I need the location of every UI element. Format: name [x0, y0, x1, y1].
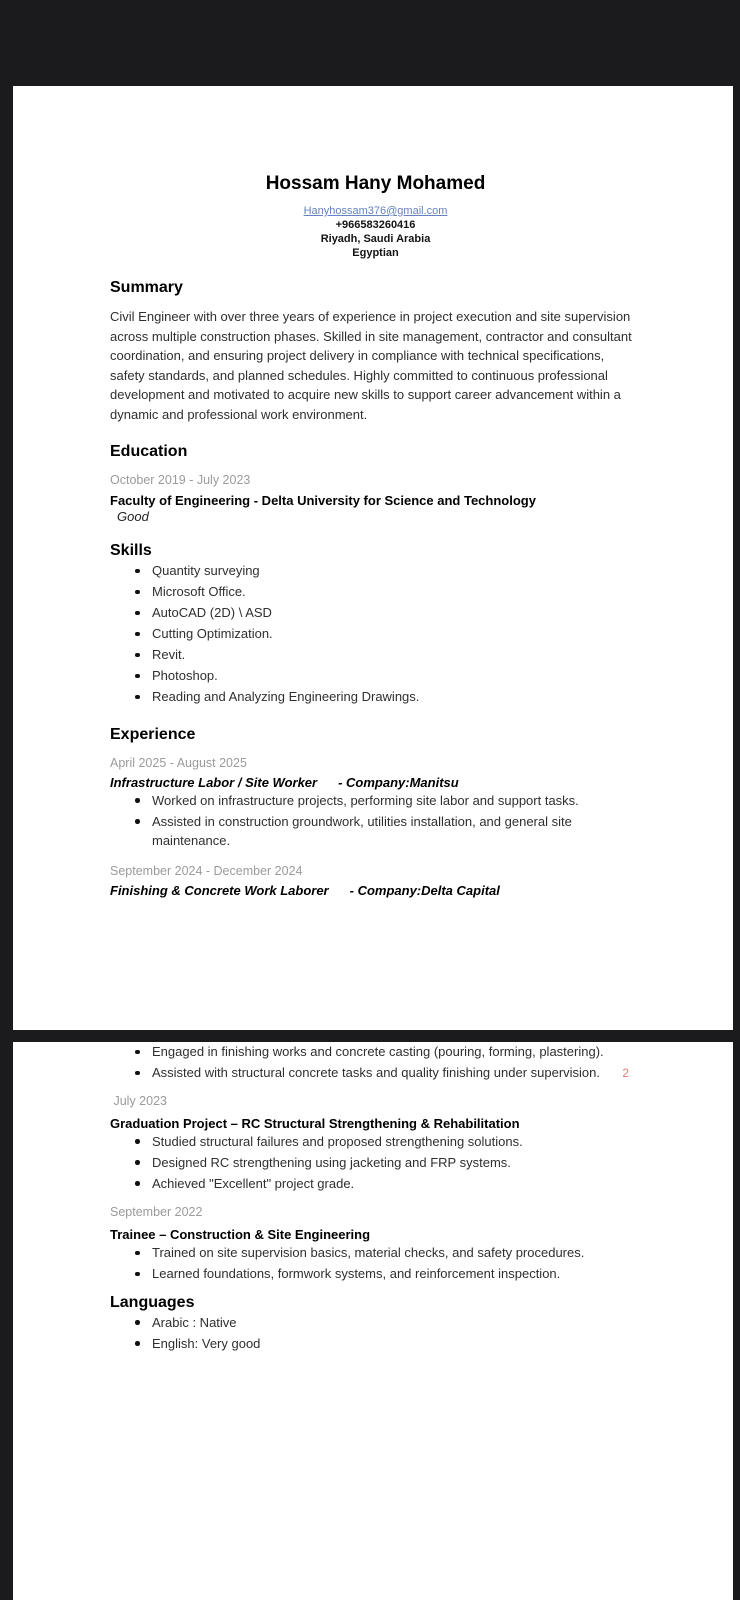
trainee-bullet-list: [110, 1243, 641, 1284]
list-item: AutoCAD (2D) \ ASD: [110, 603, 641, 623]
job1-role-line: [110, 774, 641, 791]
list-item: English: Very good: [110, 1334, 641, 1354]
languages-heading: Languages: [110, 1293, 195, 1311]
project-date: July 2023: [110, 1093, 167, 1108]
job1-company: - Company:Manitsu: [338, 774, 459, 790]
list-item: Learned foundations, formwork systems, and reinforcement inspection.: [110, 1264, 641, 1284]
page-1-content: [13, 172, 733, 899]
resume-header: [110, 172, 641, 260]
phone-number: +966583260416: [335, 219, 416, 231]
job2-date-range: September 2024 - December 2024: [110, 863, 303, 878]
page-number: 2: [622, 1066, 629, 1080]
education-institution: Faculty of Engineering - Delta University for Science and Technology: [110, 493, 536, 508]
trainee-title: Trainee – Construction & Site Engineering: [110, 1227, 371, 1242]
list-item: Photoshop.: [110, 666, 641, 686]
list-item: Revit.: [110, 645, 641, 665]
education-grade: Good: [117, 509, 149, 524]
trainee-date: September 2022: [110, 1205, 203, 1219]
email-row: [110, 204, 641, 218]
list-item: Trained on site supervision basics, material checks, and safety procedures.: [110, 1243, 641, 1263]
list-item: Designed RC strengthening using jacketing and FRP systems.: [110, 1153, 641, 1173]
job1-date-range: April 2025 - August 2025: [110, 755, 247, 770]
page-2-content: [13, 1042, 733, 1353]
skills-heading: Skills: [110, 542, 152, 559]
list-item: Quantity surveying: [110, 561, 641, 581]
job1-bullet-list: [110, 791, 641, 851]
summary-heading: Summary: [110, 279, 183, 296]
job2-title: Finishing & Concrete Work Laborer: [110, 882, 329, 898]
experience-heading: Experience: [110, 725, 196, 743]
education-heading: Education: [110, 443, 188, 460]
education-date-range: October 2019 - July 2023: [110, 473, 251, 487]
list-item: Reading and Analyzing Engineering Drawings.: [110, 687, 641, 707]
location-text: Riyadh, Saudi Arabia: [320, 233, 431, 245]
list-item: Assisted with structural concrete tasks and quality finishing under supervision.: [110, 1063, 641, 1083]
list-item: Worked on infrastructure projects, performing site labor and support tasks.: [110, 791, 641, 811]
contact-block: [110, 204, 641, 260]
list-item: Studied structural failures and proposed strengthening solutions.: [110, 1132, 641, 1152]
job2-bullet-list: [110, 1042, 641, 1083]
nationality-text: Egyptian: [352, 247, 399, 259]
resume-page-2: [13, 1042, 733, 1600]
project-bullet-list: [110, 1132, 641, 1194]
candidate-name: Hossam Hany Mohamed: [265, 173, 486, 194]
languages-list: [110, 1313, 641, 1354]
project-title: Graduation Project – RC Structural Strengthening & Rehabilitation: [110, 1115, 520, 1131]
skills-list: [110, 561, 641, 707]
list-item: Engaged in finishing works and concrete casting (pouring, forming, plastering).: [110, 1042, 641, 1062]
list-item: Achieved "Excellent" project grade.: [110, 1174, 641, 1194]
job2-company: - Company:Delta Capital: [349, 882, 500, 898]
job1-title: Infrastructure Labor / Site Worker: [110, 774, 318, 790]
list-item: Microsoft Office.: [110, 582, 641, 602]
job2-role-line: [110, 882, 641, 899]
list-item: Arabic : Native: [110, 1313, 641, 1333]
email-link[interactable]: Hanyhossam376@gmail.com: [303, 205, 448, 217]
list-item: Assisted in construction groundwork, utilities installation, and general site maintenance.: [110, 812, 641, 851]
resume-page-1: [13, 86, 733, 1030]
summary-paragraph: Civil Engineer with over three years of experience in project execution and site supervision across multiple construction phases. Skilled in site management, contractor and consultant coordination, and ensuring project delivery in compliance with technical specifications, safety standards, and planned schedules. Highly committed to continuous professional development and motivated to acquire new skills to support career advancement within a dynamic and professional work environment.: [110, 309, 632, 422]
list-item: Cutting Optimization.: [110, 624, 641, 644]
